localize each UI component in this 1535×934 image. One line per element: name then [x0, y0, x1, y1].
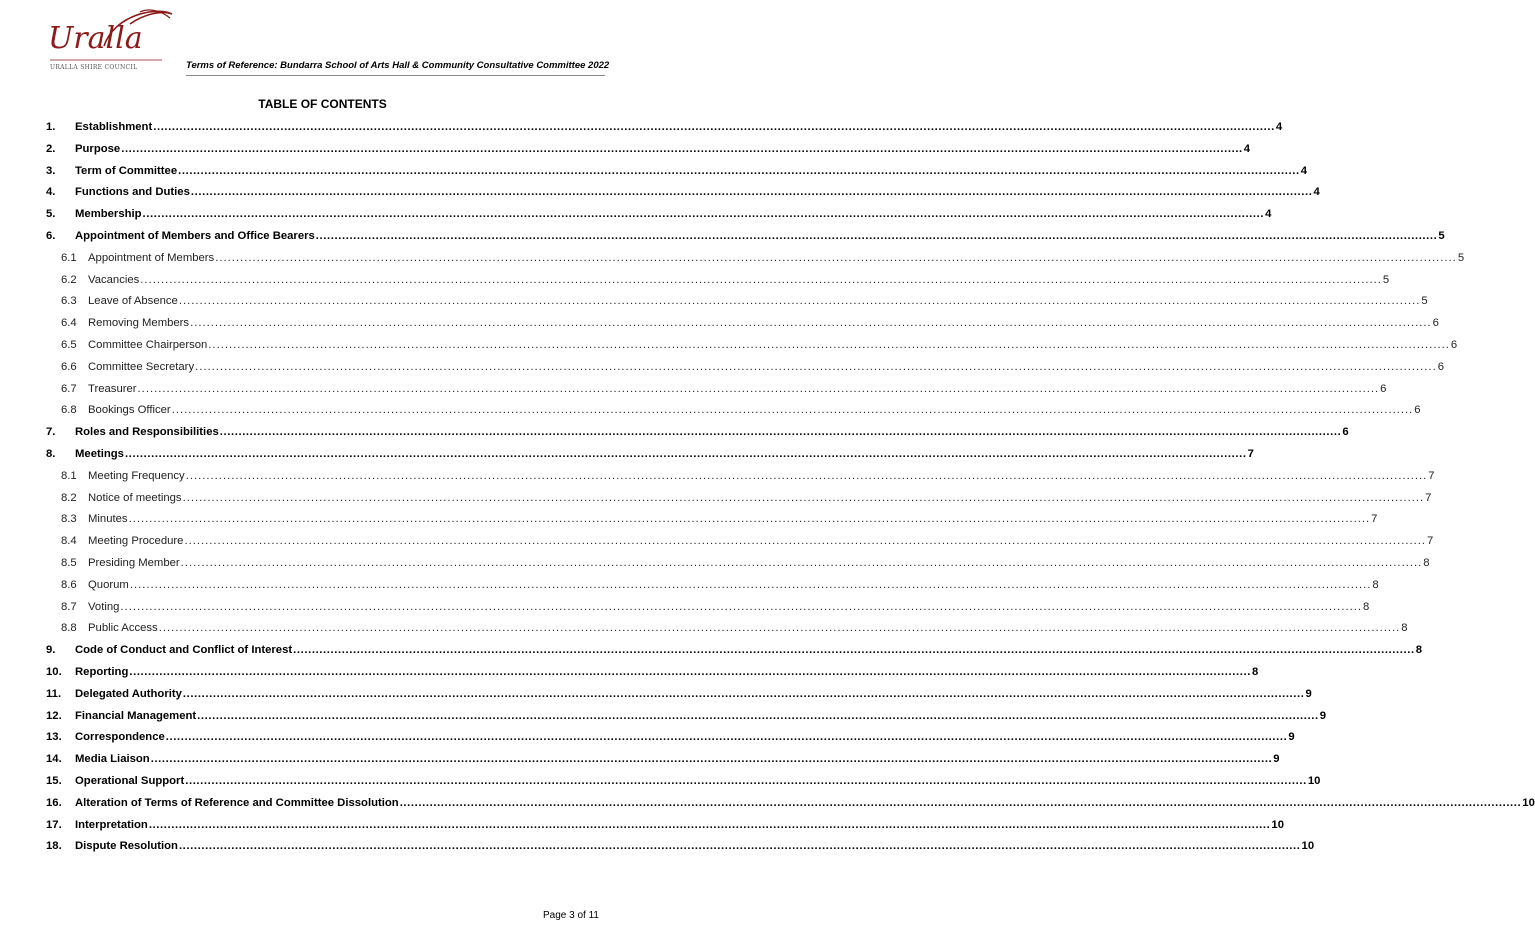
- toc-entry-number: 16.: [46, 796, 62, 809]
- toc-entry-page: 7: [1427, 535, 1434, 548]
- toc-entry-page: 5: [1457, 251, 1465, 264]
- toc-entry-number: 6.2: [61, 273, 77, 286]
- toc-entry[interactable]: [46, 121, 1283, 143]
- toc-entry-title: Voting: [88, 600, 120, 613]
- toc-entry-title: Bookings Officer: [88, 404, 171, 417]
- toc-entry-number: 8.6: [61, 578, 77, 591]
- toc-leader-dots: ............................................................................................................................................................................................................................................................................................................: [190, 186, 1313, 199]
- toc-entry[interactable]: [46, 295, 1428, 317]
- toc-leader-dots: ............................................................................................................................................................................................................................................................................................................: [315, 229, 1438, 242]
- toc-leader-dots: ............................................................................................................................................................................................................................................................................................................: [208, 338, 1450, 351]
- toc-leader-dots: ............................................................................................................................................................................................................................................................................................................: [184, 535, 1427, 548]
- toc-entry-title: Meeting Frequency: [88, 469, 185, 482]
- toc-entry[interactable]: [46, 731, 1295, 753]
- toc-entry-number: 8.2: [61, 491, 77, 504]
- toc-leader-dots: ............................................................................................................................................................................................................................................................................................................: [182, 687, 1305, 700]
- toc-entry[interactable]: [46, 338, 1458, 361]
- toc-entry-number: 2.: [46, 142, 56, 155]
- toc-entry-number: 6.4: [61, 317, 77, 330]
- toc-leader-dots: ............................................................................................................................................................................................................................................................................................................: [153, 121, 1275, 133]
- toc-entry-page: 6: [1437, 360, 1444, 373]
- toc-entry-number: 10.: [46, 665, 62, 678]
- toc-entry[interactable]: [46, 796, 1535, 819]
- toc-entry-title: Appointment of Members and Office Bearers: [75, 229, 315, 242]
- toc-entry[interactable]: [46, 535, 1434, 557]
- toc-entry[interactable]: [46, 578, 1379, 601]
- toc-entry[interactable]: [46, 600, 1370, 623]
- toc-entry-title: Appointment of Members: [88, 251, 215, 264]
- toc-leader-dots: ............................................................................................................................................................................................................................................................................................................: [178, 840, 1301, 853]
- toc-entry-page: 7: [1247, 447, 1254, 460]
- toc-entry-number: 8.4: [61, 535, 77, 548]
- toc-entry-page: 8: [1363, 600, 1370, 613]
- toc-leader-dots: ............................................................................................................................................................................................................................................................................................................: [140, 273, 1382, 286]
- toc-entry-number: 12.: [46, 709, 62, 722]
- toc-entry-title: Treasurer: [88, 382, 137, 395]
- toc-leader-dots: ............................................................................................................................................................................................................................................................................................................: [137, 382, 1380, 395]
- toc-entry-page: 6: [1380, 382, 1387, 395]
- logo-script-text: Uralla: [48, 21, 143, 56]
- toc-entry-page: 7: [1425, 491, 1432, 504]
- toc-entry-number: 17.: [46, 818, 62, 831]
- toc-entry-number: 6.: [46, 229, 56, 242]
- toc-entry-page: 8: [1423, 556, 1430, 569]
- uralla-shire-council-logo: [44, 6, 176, 72]
- toc-leader-dots: ............................................................................................................................................................................................................................................................................................................: [148, 818, 1271, 831]
- toc-entry-title: Delegated Authority: [75, 687, 182, 700]
- toc-entry-number: 7.: [46, 426, 56, 439]
- toc-leader-dots: ............................................................................................................................................................................................................................................................................................................: [180, 556, 1423, 569]
- toc-entry-title: Alteration of Terms of Reference and Committee Dissolution: [75, 796, 399, 809]
- toc-entry[interactable]: [46, 186, 1320, 208]
- toc-entry[interactable]: [46, 273, 1390, 296]
- toc-leader-dots: ............................................................................................................................................................................................................................................................................................................: [195, 360, 1437, 373]
- toc-entry-page: 7: [1428, 469, 1435, 482]
- toc-entry-page: 8: [1415, 644, 1423, 657]
- toc-entry[interactable]: [46, 360, 1444, 383]
- toc-entry-number: 6.5: [61, 338, 77, 351]
- toc-leader-dots: ............................................................................................................................................................................................................................................................................................................: [190, 317, 1432, 330]
- toc-entry-title: Quorum: [88, 578, 129, 591]
- toc-entry-title: Membership: [75, 208, 142, 221]
- toc-entry-number: 18.: [46, 840, 62, 853]
- toc-entry-number: 8.8: [61, 622, 77, 635]
- toc-leader-dots: ............................................................................................................................................................................................................................................................................................................: [124, 447, 1247, 460]
- toc-entry-title: Meeting Procedure: [88, 535, 184, 548]
- toc-entry[interactable]: [46, 840, 1315, 862]
- toc-entry-page: 9: [1305, 687, 1312, 700]
- toc-entry-number: 3.: [46, 164, 56, 177]
- toc-leader-dots: ............................................................................................................................................................................................................................................................................................................: [128, 513, 1371, 526]
- toc-entry-number: 6.3: [61, 295, 77, 308]
- toc-entry[interactable]: [46, 208, 1272, 230]
- toc-entry-title: Term of Committee: [75, 164, 178, 177]
- toc-entry-page: 10: [1301, 840, 1315, 853]
- toc-entry[interactable]: [46, 753, 1280, 775]
- toc-heading: TABLE OF CONTENTS: [258, 97, 387, 111]
- toc-entry[interactable]: [46, 556, 1430, 579]
- toc-entry-number: 4.: [46, 186, 56, 199]
- toc-entry-number: 6.7: [61, 382, 77, 395]
- toc-entry-title: Presiding Member: [88, 556, 180, 569]
- toc-entry-number: 14.: [46, 753, 62, 766]
- toc-entry-number: 8.7: [61, 600, 77, 613]
- toc-entry-page: 7: [1371, 513, 1378, 526]
- toc-leader-dots: ............................................................................................................................................................................................................................................................................................................: [129, 578, 1372, 591]
- toc-entry-title: Roles and Responsibilities: [75, 426, 219, 439]
- toc-entry-page: 6: [1432, 317, 1439, 330]
- toc-entry-page: 9: [1288, 731, 1295, 744]
- toc-leader-dots: ............................................................................................................................................................................................................................................................................................................: [185, 469, 1428, 482]
- toc-leader-dots: ............................................................................................................................................................................................................................................................................................................: [120, 600, 1363, 613]
- toc-leader-dots: ............................................................................................................................................................................................................................................................................................................: [185, 774, 1307, 787]
- toc-entry-title: Code of Conduct and Conflict of Interest: [75, 644, 293, 657]
- toc-entry[interactable]: [46, 229, 1445, 252]
- toc-entry-title: Financial Management: [75, 709, 197, 722]
- toc-leader-dots: ............................................................................................................................................................................................................................................................................................................: [178, 295, 1421, 308]
- toc-entry-number: 11.: [46, 687, 62, 700]
- logo-graphic: [44, 6, 176, 72]
- toc-entry-page: 10: [1307, 774, 1321, 787]
- toc-entry-title: Media Liaison: [75, 753, 150, 766]
- toc-entry-number: 8.3: [61, 513, 77, 526]
- toc-entry[interactable]: [46, 513, 1378, 535]
- toc-entry-number: 6.6: [61, 360, 77, 373]
- toc-entry[interactable]: [46, 622, 1408, 644]
- toc-entry-page: 6: [1414, 404, 1421, 417]
- toc-entry-number: 6.1: [61, 251, 77, 264]
- toc-entry[interactable]: [46, 164, 1307, 187]
- toc-entry-title: Establishment: [75, 121, 153, 133]
- toc-entry-number: 1.: [46, 121, 56, 133]
- toc-entry[interactable]: [46, 426, 1349, 448]
- toc-entry[interactable]: [46, 709, 1327, 732]
- toc-leader-dots: ............................................................................................................................................................................................................................................................................................................: [142, 208, 1265, 221]
- toc-entry-title: Removing Members: [88, 317, 190, 330]
- toc-leader-dots: ............................................................................................................................................................................................................................................................................................................: [158, 622, 1401, 635]
- toc-entry-number: 15.: [46, 774, 62, 787]
- toc-entry-title: Minutes: [88, 513, 128, 526]
- toc-entry[interactable]: [46, 447, 1254, 470]
- toc-entry[interactable]: [46, 404, 1421, 426]
- toc-entry-title: Notice of meetings: [88, 491, 182, 504]
- toc-entry[interactable]: [46, 687, 1312, 710]
- toc-entry-title: Committee Chairperson: [88, 338, 208, 351]
- toc-leader-dots: ............................................................................................................................................................................................................................................................................................................: [399, 796, 1522, 809]
- toc-entry-title: Correspondence: [75, 731, 165, 744]
- header-title: Terms of Reference: Bundarra School of Arts Hall & Community Consultative Committee 2022: [186, 60, 610, 71]
- toc-entry-page: 9: [1319, 709, 1327, 722]
- toc-entry-number: 5.: [46, 208, 56, 221]
- page-number: Page 3 of 11: [543, 910, 599, 921]
- toc-leader-dots: ............................................................................................................................................................................................................................................................................................................: [150, 753, 1273, 766]
- toc-entry[interactable]: [46, 774, 1321, 797]
- toc-entry-page: 4: [1313, 186, 1320, 199]
- toc-entry-title: Interpretation: [75, 818, 148, 831]
- toc-leader-dots: ............................................................................................................................................................................................................................................................................................................: [182, 491, 1425, 504]
- toc-entry-number: 8.1: [61, 469, 77, 482]
- toc-entry-page: 5: [1438, 229, 1445, 242]
- toc-entry-title: Purpose: [75, 142, 121, 155]
- toc-entry-title: Leave of Absence: [88, 295, 178, 308]
- toc-entry-page: 10: [1271, 818, 1284, 831]
- toc-leader-dots: ............................................................................................................................................................................................................................................................................................................: [129, 665, 1251, 678]
- header-divider: [186, 75, 605, 76]
- toc-leader-dots: ............................................................................................................................................................................................................................................................................................................: [178, 164, 1300, 177]
- toc-entry-page: 6: [1450, 338, 1458, 351]
- toc-entry-number: 13.: [46, 731, 62, 744]
- toc-entry-title: Committee Secretary: [88, 360, 195, 373]
- toc-entry[interactable]: [46, 142, 1251, 165]
- toc-leader-dots: ............................................................................................................................................................................................................................................................................................................: [171, 404, 1414, 417]
- toc-entry-page: 5: [1421, 295, 1428, 308]
- toc-entry-page: 8: [1401, 622, 1408, 635]
- toc-entry[interactable]: [46, 644, 1423, 666]
- toc-leader-dots: ............................................................................................................................................................................................................................................................................................................: [215, 251, 1457, 264]
- toc-entry[interactable]: [46, 317, 1439, 339]
- toc-entry[interactable]: [46, 469, 1435, 492]
- toc-entry-page: 4: [1265, 208, 1272, 221]
- toc-entry[interactable]: [46, 665, 1259, 688]
- table-of-contents: [46, 121, 1535, 862]
- toc-entry-title: Dispute Resolution: [75, 840, 178, 853]
- toc-entry-title: Functions and Duties: [75, 186, 190, 199]
- toc-entry-title: Operational Support: [75, 774, 185, 787]
- toc-entry-page: 8: [1251, 665, 1259, 678]
- toc-entry[interactable]: [46, 251, 1465, 274]
- toc-entry-page: 6: [1342, 426, 1349, 439]
- toc-entry-page: 4: [1275, 121, 1283, 133]
- toc-leader-dots: ............................................................................................................................................................................................................................................................................................................: [197, 709, 1319, 722]
- toc-leader-dots: ............................................................................................................................................................................................................................................................................................................: [165, 731, 1288, 744]
- toc-entry[interactable]: [46, 382, 1387, 405]
- toc-entry-title: Reporting: [75, 665, 129, 678]
- toc-leader-dots: ............................................................................................................................................................................................................................................................................................................: [293, 644, 1415, 657]
- toc-entry-page: 8: [1372, 578, 1379, 591]
- toc-entry[interactable]: [46, 491, 1432, 514]
- toc-leader-dots: ............................................................................................................................................................................................................................................................................................................: [219, 426, 1342, 439]
- toc-leader-dots: ............................................................................................................................................................................................................................................................................................................: [121, 142, 1243, 155]
- toc-entry-page: 4: [1300, 164, 1307, 177]
- toc-entry[interactable]: [46, 818, 1284, 841]
- toc-entry-page: 9: [1273, 753, 1280, 766]
- toc-entry-page: 4: [1243, 142, 1251, 155]
- toc-entry-number: 6.8: [61, 404, 77, 417]
- toc-entry-page: 5: [1382, 273, 1390, 286]
- toc-entry-title: Vacancies: [88, 273, 140, 286]
- toc-entry-number: 8.5: [61, 556, 77, 569]
- logo-subtitle: URALLA SHIRE COUNCIL: [50, 64, 138, 71]
- toc-entry-number: 8.: [46, 447, 56, 460]
- toc-entry-number: 9.: [46, 644, 56, 657]
- toc-entry-page: 10: [1522, 796, 1535, 809]
- toc-entry-title: Public Access: [88, 622, 158, 635]
- toc-entry-title: Meetings: [75, 447, 124, 460]
